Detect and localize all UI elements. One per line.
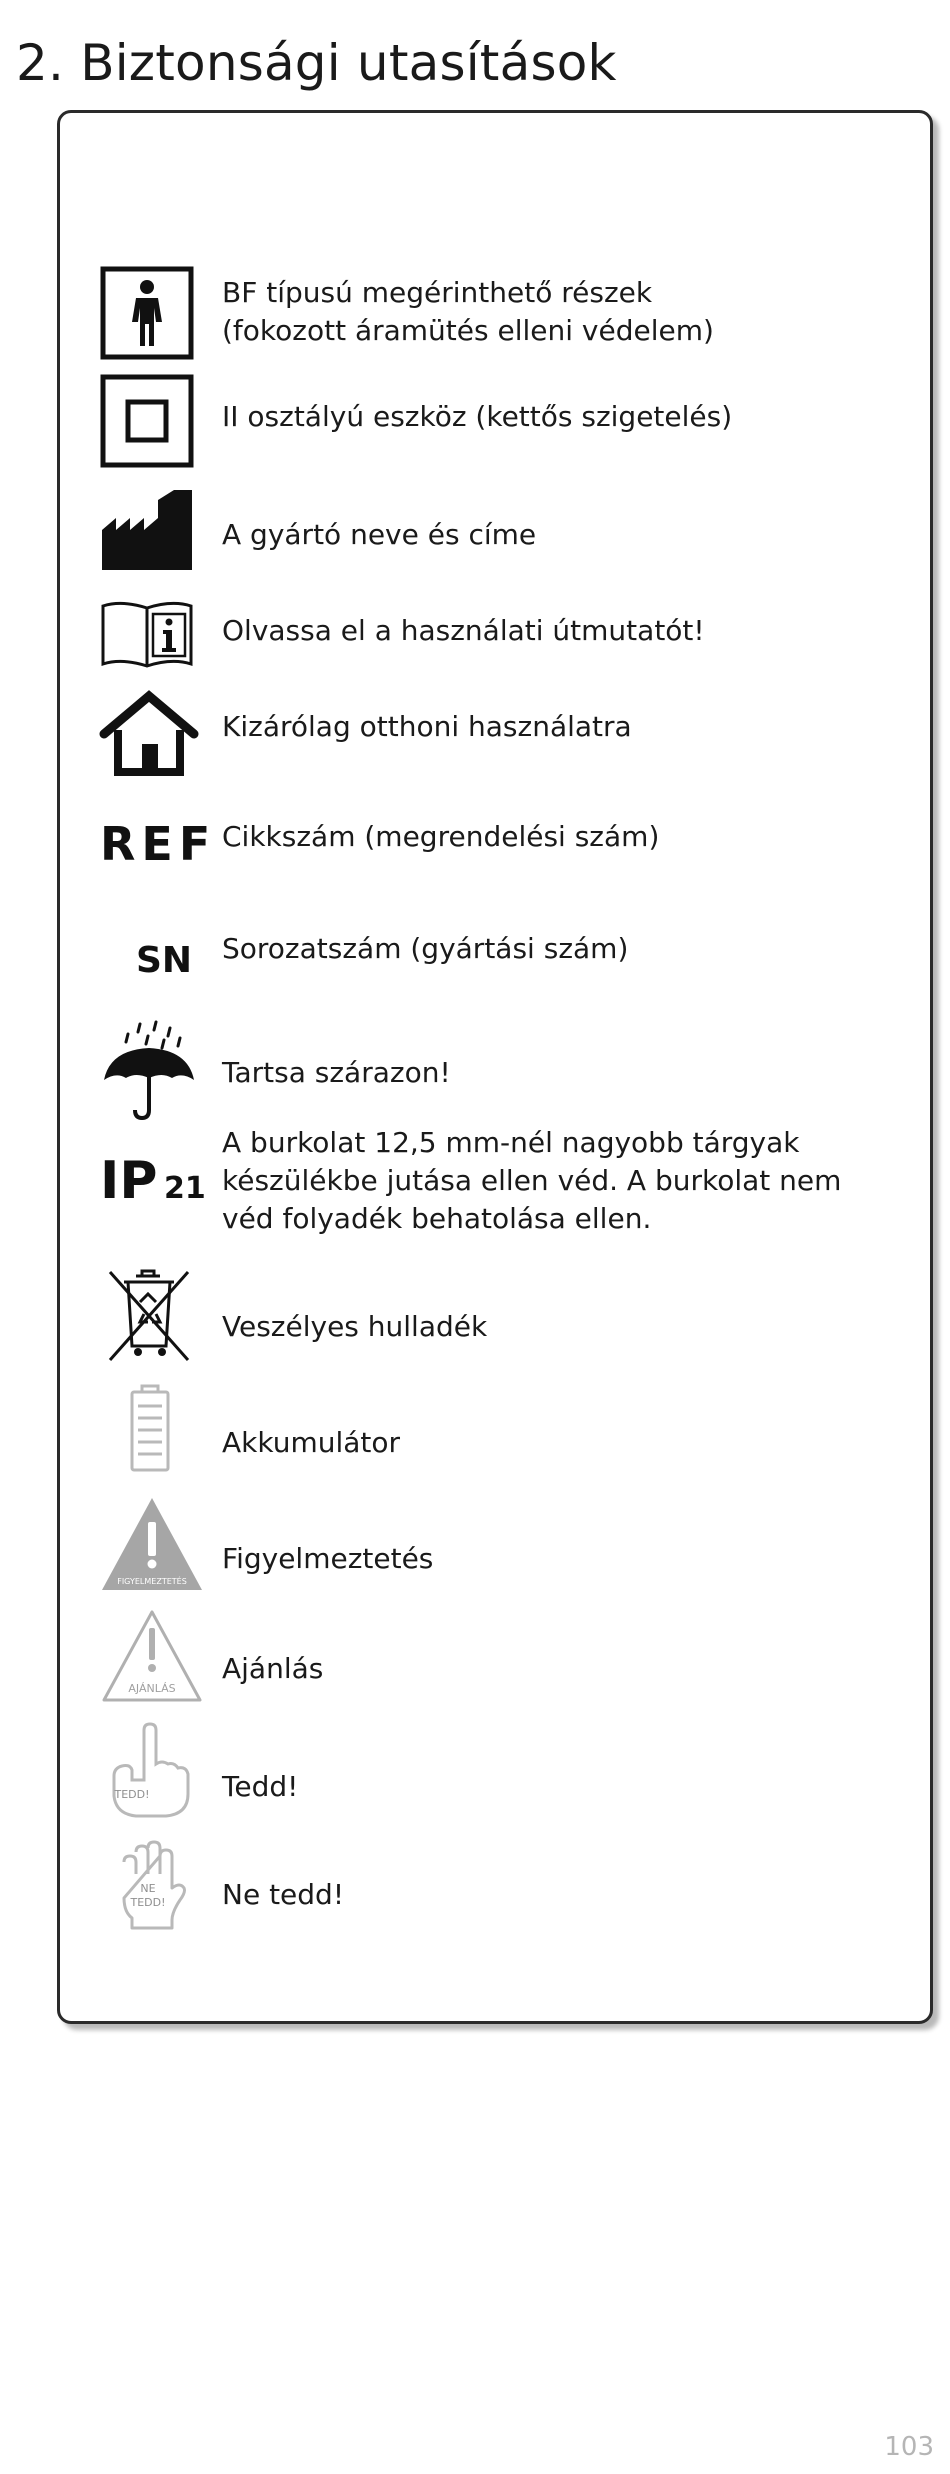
symbol-label: Figyelmeztetés [222, 1542, 434, 1575]
ip21-icon [100, 1150, 206, 1211]
svg-text:FIGYELMEZTETÉS: FIGYELMEZTETÉS [117, 1577, 187, 1586]
symbol-label: Veszélyes hulladék [222, 1310, 488, 1343]
symbol-label: Akkumulátor [222, 1426, 401, 1459]
read-manual-icon [100, 600, 200, 670]
symbol-label: Sorozatszám (gyártási szám) [222, 932, 629, 965]
symbol-label: II osztályú eszköz (kettős szigetelés) [222, 400, 733, 433]
svg-text:REF: REF [100, 817, 217, 871]
svg-text:21: 21 [164, 1171, 206, 1206]
symbol-label: Tartsa szárazon! [222, 1056, 451, 1089]
body-bf-icon [100, 266, 200, 360]
ref-icon [100, 816, 217, 871]
sn-icon [100, 932, 200, 980]
symbol-label: BF típusú megérinthető részek (fokozott áramütés elleni védelem) [222, 276, 714, 347]
symbol-label: Kizárólag otthoni használatra [222, 710, 632, 743]
svg-text:IP: IP [100, 1151, 158, 1211]
battery-icon [100, 1384, 200, 1474]
symbol-label: A gyártó neve és címe [222, 518, 537, 551]
svg-text:NE: NE [140, 1882, 156, 1895]
svg-text:AJÁNLÁS: AJÁNLÁS [128, 1682, 176, 1695]
class-ii-square-icon [100, 374, 200, 468]
recommendation-triangle-icon [100, 1608, 200, 1704]
manufacturer-factory-icon [100, 486, 200, 572]
svg-text:SN: SN [136, 940, 193, 981]
do-hand-icon [100, 1720, 200, 1820]
symbol-label: Ne tedd! [222, 1878, 345, 1911]
symbol-label: Cikkszám (megrendelési szám) [222, 820, 660, 853]
symbol-label: Olvassa el a használati útmutatót! [222, 614, 705, 647]
house-icon [100, 690, 200, 776]
do-not-hand-icon [100, 1832, 200, 1932]
keep-dry-umbrella-icon [100, 1020, 200, 1120]
warning-triangle-icon [100, 1496, 200, 1594]
symbol-label: A burkolat 12,5 mm-nél nagyobb tárgyak készülékbe jutása ellen véd. A burkolat nem véd folyadék behatolása ellen. [222, 1126, 842, 1235]
page-number: 103 [884, 2432, 934, 2462]
page-title: 2. Biztonsági utasítások [16, 34, 617, 92]
crossed-bin-icon [100, 1266, 200, 1364]
symbol-label: Ajánlás [222, 1652, 324, 1685]
svg-text:TEDD!: TEDD! [130, 1896, 166, 1909]
svg-text:TEDD!: TEDD! [114, 1788, 150, 1801]
symbol-label: Tedd! [222, 1770, 299, 1803]
